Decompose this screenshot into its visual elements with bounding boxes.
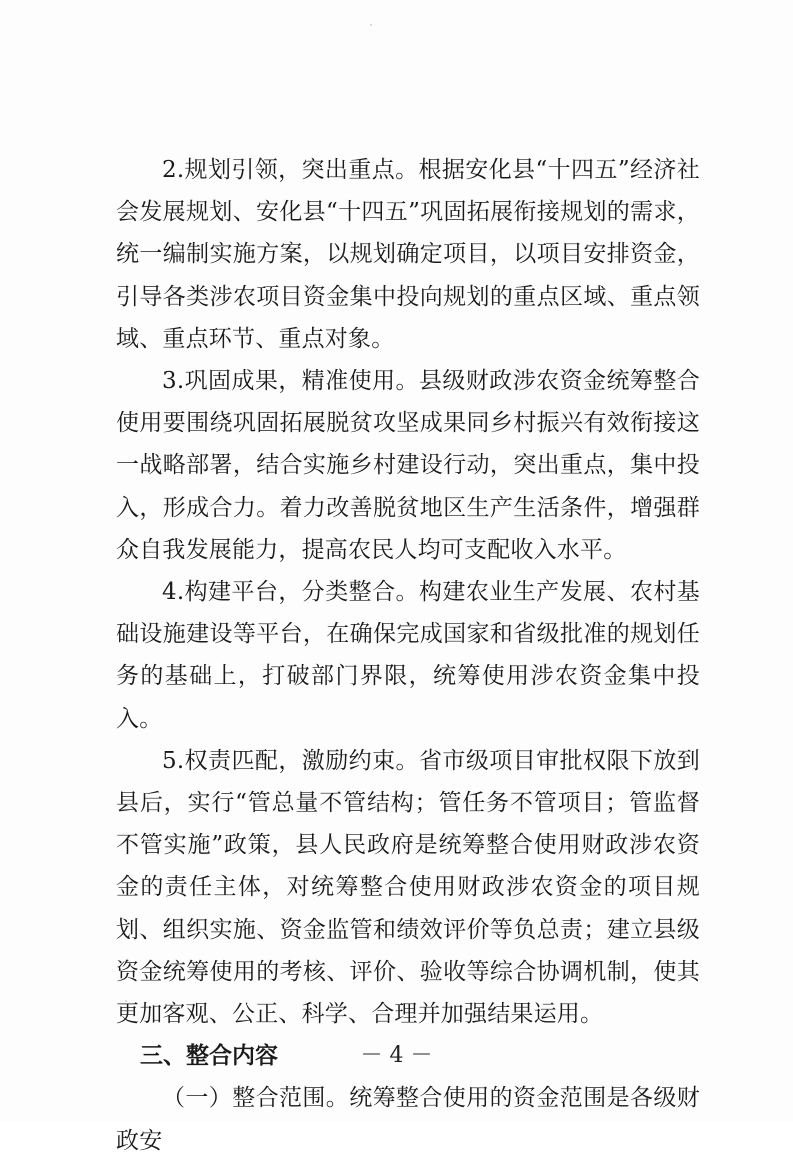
section-heading: 三、整合内容	[140, 1043, 278, 1070]
scan-speck	[370, 24, 372, 26]
page-number: － 4 －	[360, 1043, 433, 1068]
paragraph-responsibility: 5.权责匹配，激励约束。省市级项目审批权限下放到县后，实行“管总量不管结构；管任务不管项目；管监督不管实施”政策，县人民政府是统筹整合使用财政涉农资金的责任主体，对统筹整合使用财政涉农资金的项目规划、组织实施、资金监管和绩效评价等负总责；建立县级资金统筹使用的考核、评价、验收等综合协调机制，使其更加客观、公正、科学、合理并加强结果运用。	[116, 747, 700, 1028]
document-body	[116, 149, 700, 1162]
paragraph-scope: （一）整合范围。统筹整合使用的资金范围是各级财政安	[116, 1085, 700, 1154]
paragraph-consolidate: 3.巩固成果，精准使用。县级财政涉农资金统筹整合使用要围绕巩固拓展脱贫攻坚成果同乡村振兴有效衔接这一战略部署，结合实施乡村建设行动，突出重点，集中投入，形成合力。着力改善脱贫地区生产生活条件，增强群众自我发展能力，提高农民人均可支配收入水平。	[116, 368, 700, 563]
paragraph-platform: 4.构建平台，分类整合。构建农业生产发展、农村基础设施建设等平台，在确保完成国家和省级批准的规划任务的基础上，打破部门界限，统筹使用涉农资金集中投入。	[116, 579, 700, 732]
paragraph-planning: 2.规划引领，突出重点。根据安化县“十四五”经济社会发展规划、安化县“十四五”巩固拓展衔接规划的需求，统一编制实施方案，以规划确定项目，以项目安排资金，引导各类涉农项目资金集中投向规划的重点区域、重点领域、重点环节、重点对象。	[116, 157, 700, 352]
